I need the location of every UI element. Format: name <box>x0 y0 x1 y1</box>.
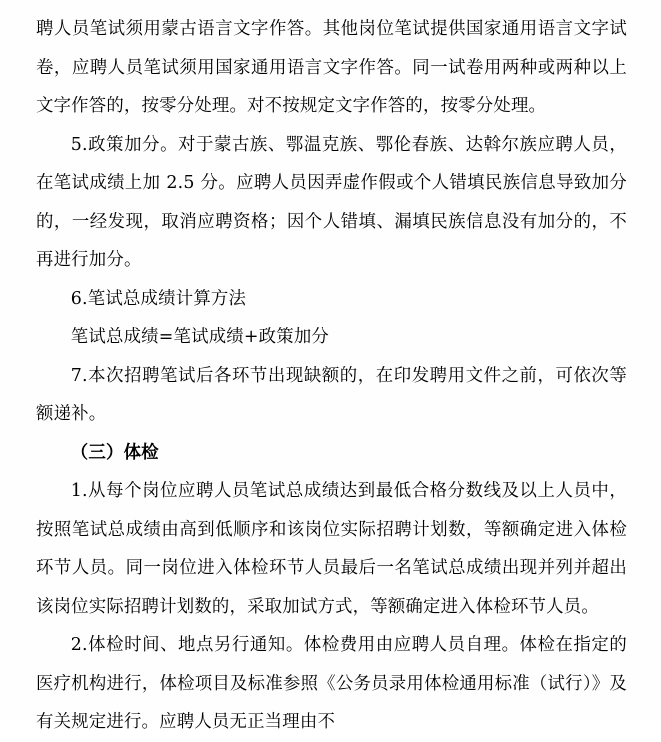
paragraph-policy-bonus: 5.政策加分。对于蒙古族、鄂温克族、鄂伦春族、达斡尔族应聘人员，在笔试成绩上加 2.5 分。应聘人员因弄虚作假或个人错填民族信息导致加分的，一经发现，取消应聘资格；因个人错填、漏填民族信息没有加分的，不再进行加分。 <box>36 134 627 270</box>
document-body <box>36 10 627 742</box>
paragraph-physical-notice: 2.体检时间、地点另行通知。体检费用由应聘人员自理。体检在指定的医疗机构进行，体检项目及标准参照《公务员录用体检通用标准（试行）》及有关规定进行。应聘人员无正当理由不 <box>36 635 627 732</box>
paragraph-exam-language: 聘人员笔试须用蒙古语言文字作答。其他岗位笔试提供国家通用语言文字试卷，应聘人员笔试须用国家通用语言文字作答。同一试卷用两种或两种以上文字作答的，按零分处理。对不按规定文字作答的，按零分处理。 <box>36 19 627 116</box>
heading-physical-examination: （三）体检 <box>70 442 159 463</box>
paragraph-vacancy-fill: 7.本次招聘笔试后各环节出现缺额的，在印发聘用文件之前，可依次等额递补。 <box>36 365 627 424</box>
paragraph-total-score-method: 6.笔试总成绩计算方法 <box>70 288 247 309</box>
paragraph-physical-selection: 1.从每个岗位应聘人员笔试总成绩达到最低合格分数线及以上人员中，按照笔试总成绩由高到低顺序和该岗位实际招聘计划数，等额确定进入体检环节人员。同一岗位进入体检环节人员最后一名笔试总成绩出现并列并超出该岗位实际招聘计划数的，采取加试方式，等额确定进入体检环节人员。 <box>36 481 627 617</box>
paragraph-total-score-formula: 笔试总成绩=笔试成绩+政策加分 <box>70 327 330 347</box>
